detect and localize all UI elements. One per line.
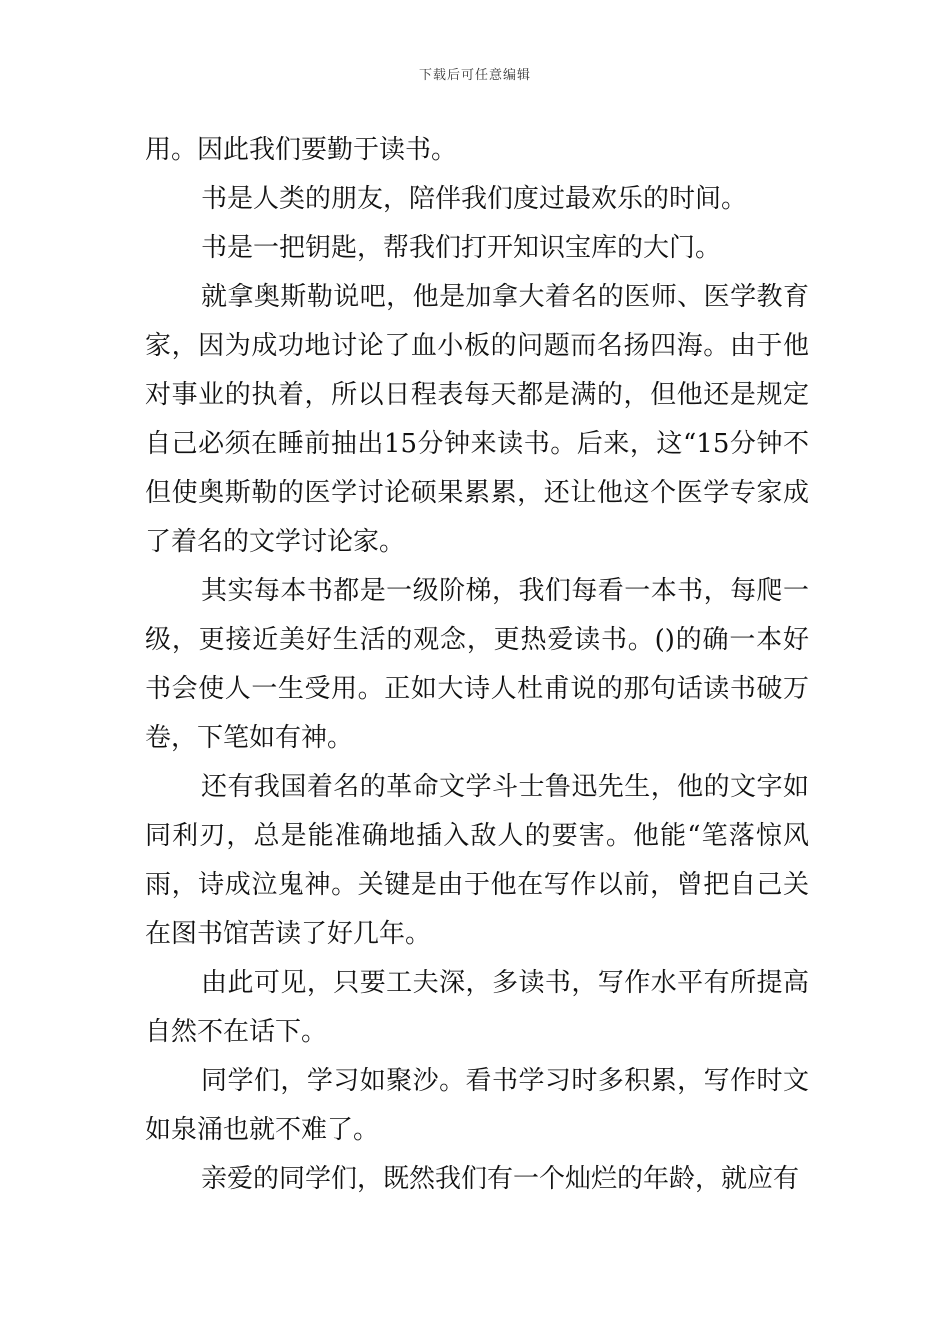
document-body <box>145 126 809 1204</box>
page-header: 下载后可任意编辑 <box>418 68 531 83</box>
paragraph: 用。因此我们要勤于读书。 <box>145 135 458 165</box>
paragraph: 由此可见，只要工夫深，多读书，写作水平有所提高自然不在话下。 <box>145 968 809 1047</box>
paragraph: 书是人类的朋友，陪伴我们度过最欢乐的时间。 <box>201 184 748 214</box>
paragraph: 书是一把钥匙，帮我们打开知识宝库的大门。 <box>201 233 722 263</box>
paragraph: 就拿奥斯勒说吧，他是加拿大着名的医师、医学教育家，因为成功地讨论了血小板的问题而名扬四海。由于他对事业的执着，所以日程表每天都是满的，但他还是规定自己必须在睡前抽出15分钟来读书。后来，这“15分钟不但使奥斯勒的医学讨论硕果累累，还让他这个医学专家成了着名的文学讨论家。 <box>145 282 809 557</box>
paragraph: 亲爱的同学们，既然我们有一个灿烂的年龄，就应有 <box>201 1164 800 1194</box>
paragraph: 其实每本书都是一级阶梯，我们每看一本书，每爬一级，更接近美好生活的观念，更热爱读书。()的确一本好书会使人一生受用。正如大诗人杜甫说的那句话读书破万卷，下笔如有神。 <box>145 576 809 753</box>
paragraph: 还有我国着名的革命文学斗士鲁迅先生，他的文字如同利刃，总是能准确地插入敌人的要害。他能“笔落惊风雨，诗成泣鬼神。关键是由于他在写作以前，曾把自己关在图书馆苦读了好几年。 <box>145 772 809 949</box>
paragraph: 同学们，学习如聚沙。看书学习时多积累，写作时文如泉涌也就不难了。 <box>145 1066 809 1145</box>
